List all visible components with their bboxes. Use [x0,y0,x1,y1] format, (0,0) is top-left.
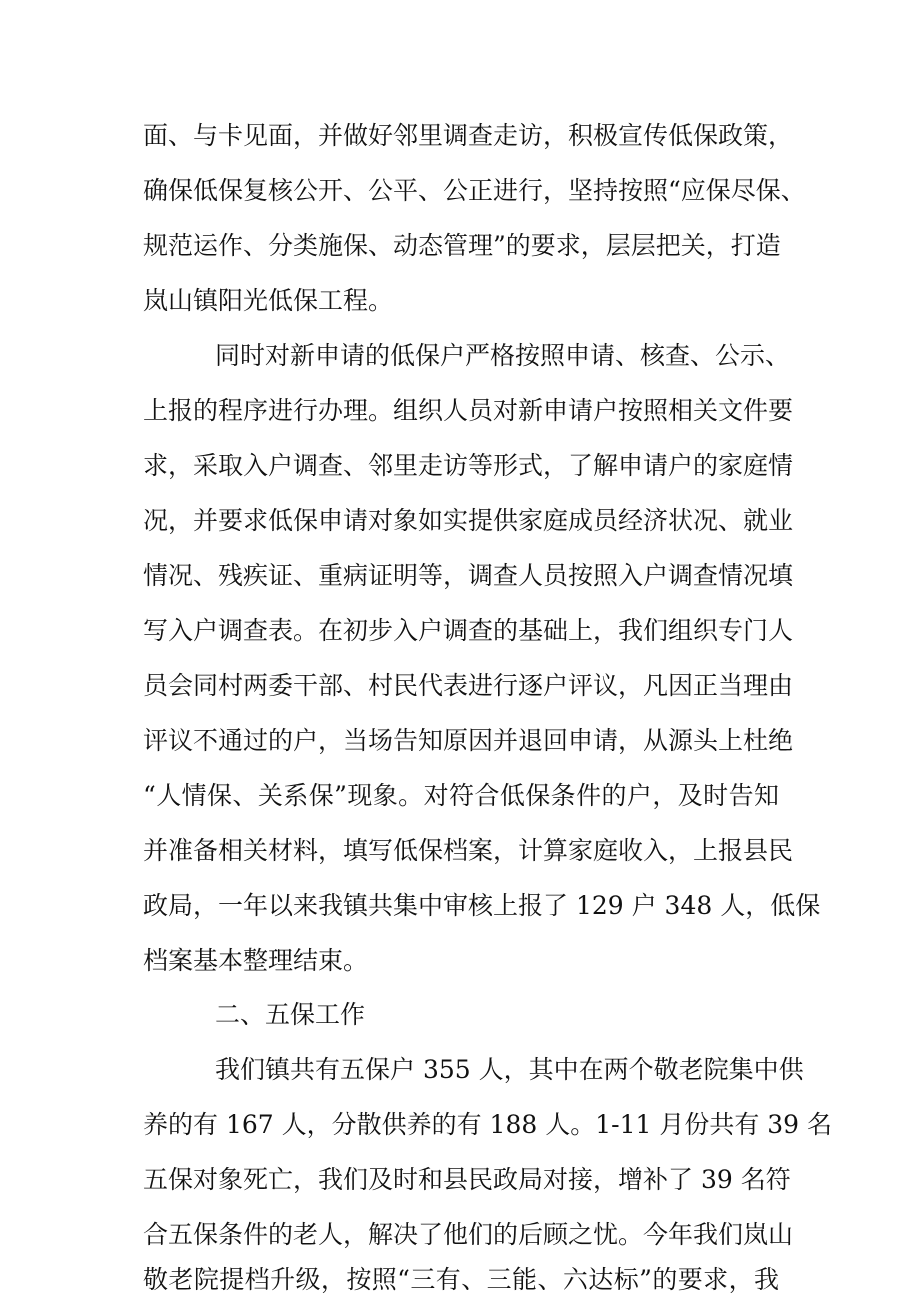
text-line: “人情保、关系保”现象。对符合低保条件的户，及时告知 [143,781,779,810]
text-line: 档案基本整理结束。 [143,946,369,975]
text-line: 合五保条件的老人，解决了他们的后顾之忧。今年我们岚山 [143,1220,794,1249]
text-line: 写入户调查表。在初步入户调查的基础上，我们组织专门人 [143,616,794,645]
text-line: 五保对象死亡，我们及时和县民政局对接，增补了 39 名符 [143,1165,791,1194]
text-line: 上报的程序进行办理。组织人员对新申请户按照相关文件要 [143,396,794,425]
text-line: 评议不通过的户，当场告知原因并退回申请，从源头上杜绝 [143,726,794,755]
text-line: 确保低保复核公开、公平、公正进行，坚持按照“应保尽保、 [143,176,806,205]
text-line: 敬老院提档升级，按照“三有、三能、六达标”的要求，我 [143,1265,779,1294]
text-line: 员会同村两委干部、村民代表进行逐户评议，凡因正当理由 [143,671,794,700]
paragraph-first-line: 同时对新申请的低保户严格按照申请、核查、公示、 [215,341,791,370]
text-line: 情况、残疾证、重病证明等，调查人员按照入户调查情况填 [143,561,794,590]
text-line: 面、与卡见面，并做好邻里调查走访，积极宣传低保政策， [143,121,794,150]
text-line: 况，并要求低保申请对象如实提供家庭成员经济状况、就业 [143,506,794,535]
section-heading: 二、五保工作 [215,1000,366,1029]
paragraph-first-line: 我们镇共有五保户 355 人，其中在两个敬老院集中供 [215,1055,804,1084]
text-line: 求，采取入户调查、邻里走访等形式，了解申请户的家庭情 [143,451,794,480]
text-line: 岚山镇阳光低保工程。 [143,286,394,315]
text-line: 政局，一年以来我镇共集中审核上报了 129 户 348 人，低保 [143,891,821,920]
text-line: 养的有 167 人，分散供养的有 188 人。1-11 月份共有 39 名 [143,1110,833,1139]
text-line: 规范运作、分类施保、动态管理”的要求，层层把关，打造 [143,231,781,260]
text-line: 并准备相关材料，填写低保档案，计算家庭收入，上报县民 [143,836,794,865]
